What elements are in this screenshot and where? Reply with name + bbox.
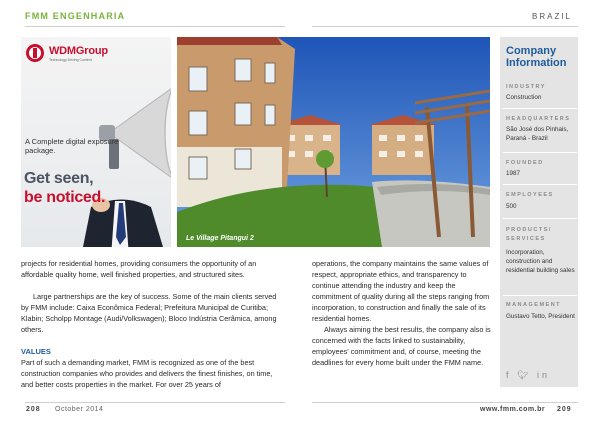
twitter-icon[interactable]: 🐦︎	[517, 370, 532, 380]
founded-label: FOUNDED	[506, 160, 544, 166]
sidebar-divider	[503, 108, 577, 109]
residential-complex-photo	[177, 37, 490, 247]
ad-headline-line-2: be noticed.	[24, 189, 106, 206]
paragraph: projects for residential homes, providing consumers the opportunity of an affordable quality home, well finished properties, and structured sites.	[21, 259, 257, 279]
products-services-value: Incorporation, construction and residential building sales	[506, 249, 575, 274]
linkedin-icon[interactable]: in	[536, 370, 550, 380]
social-links	[506, 370, 550, 381]
management-label: MANAGEMENT	[506, 302, 562, 308]
megaphone-icon	[99, 73, 171, 193]
wdm-advertisement[interactable]	[21, 37, 171, 247]
page-number-right: 209	[557, 406, 572, 413]
headquarters-label: HEADQUARTERS	[506, 116, 571, 122]
sidebar-divider	[503, 184, 577, 185]
products-services-label: PRODUCTS/ SERVICES	[506, 227, 552, 242]
issue-date: October 2014	[55, 406, 104, 413]
founded-value: 1987	[506, 170, 521, 177]
sidebar-divider	[503, 218, 577, 219]
ad-headline-line-1: Get seen,	[24, 170, 94, 187]
employees-value: 500	[506, 203, 517, 210]
header-divider-left	[25, 26, 285, 27]
paragraph: Large partnerships are the key of success. Some of the main clients served by FMM include: Caixa Econômica Federal; Prefeitura Municipal de Curitiba; Klabin; Scholpp Montage (Audi/Volkswagen); Bloco Indústria Cerâmica, among others.	[21, 292, 277, 334]
sidebar-divider	[503, 295, 577, 296]
employees-label: EMPLOYEES	[506, 192, 554, 198]
company-website-link[interactable]: www.fmm.com.br	[480, 406, 546, 413]
header-divider-right	[312, 26, 578, 27]
paragraph: operations, the company maintains the same values of respect, appropriate ethics, and transparency to continue attending the industry and keep the commitment of quality during all the steps ranging from incorporation, to construction and finally the sale of its residential homes.	[312, 259, 490, 323]
ad-brand-name: WDMGroup	[49, 45, 108, 57]
paragraph: Always aiming the best results, the company also is concerned with the facts linked to sustainability, employees' commitment and, of course, meeting the deadlines for every home built under the FMM name.	[312, 325, 491, 367]
wdm-logo-icon	[26, 44, 44, 62]
sidebar-title: Company Information	[506, 45, 567, 69]
sidebar-divider	[503, 152, 577, 153]
management-value: Gustavo Tetto, President	[506, 313, 575, 320]
headquarters-value: São José dos Pinhais, Paraná - Brazil	[506, 126, 569, 142]
paragraph: Part of such a demanding market, FMM is recognized as one of the best construction companies who provides and delivers the finest finishes, on time, and better costs properties in the market. For over 25 years of	[21, 358, 273, 389]
industry-label: INDUSTRY	[506, 84, 546, 90]
facebook-icon[interactable]: f	[506, 370, 512, 380]
section-title: FMM ENGENHARIA	[25, 11, 126, 21]
page-number-left: 208	[26, 406, 41, 413]
industry-value: Construction	[506, 94, 542, 101]
article-column-left	[21, 258, 286, 390]
article-column-right	[312, 258, 492, 368]
photo-caption: Le Village Pitangui 2	[186, 235, 254, 242]
values-heading: VALUES	[21, 347, 51, 356]
ad-tagline: A Complete digital exposure package.	[25, 137, 119, 155]
footer-divider-left	[25, 402, 285, 403]
footer-divider-right	[312, 402, 578, 403]
country-label: BRAZIL	[532, 12, 573, 21]
ad-brand-tagline: Technology Driving Content	[49, 58, 92, 62]
